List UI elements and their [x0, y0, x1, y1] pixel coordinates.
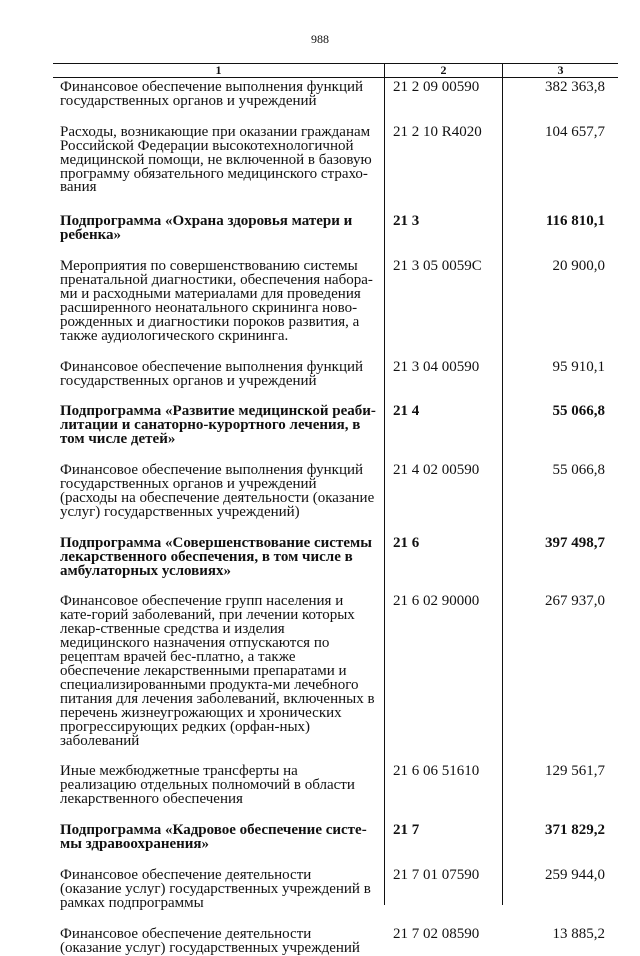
column-divider — [384, 77, 385, 905]
table-row — [53, 81, 618, 109]
row-text: Подпрограмма «Развитие медицинской реаби-литации и санаторно-курортного лечения, в том числе детей» — [60, 403, 376, 448]
table-row — [53, 260, 618, 343]
row-amount: 55 066,8 — [552, 462, 605, 479]
table-row — [53, 765, 618, 807]
row-text: Финансовое обеспечение деятельности (оказание услуг) государственных учреждений — [60, 925, 360, 956]
row-amount: 267 937,0 — [545, 593, 605, 610]
table-row — [53, 925, 618, 956]
row-amount: 371 829,2 — [545, 822, 605, 839]
table-row — [53, 534, 618, 579]
row-amount: 116 810,1 — [545, 213, 605, 230]
table-row — [53, 464, 618, 520]
row-text: Финансовое обеспечение деятельности (оказание услуг) государственных учреждений в рамках подпрограммы — [60, 866, 371, 911]
row-code: 21 4 02 00590 — [393, 462, 480, 479]
row-text: Подпрограмма «Совершенствование системы лекарственного обеспечения, в том числе в амбулаторных условиях» — [60, 534, 372, 579]
page-number: 988 — [311, 32, 329, 46]
table-header — [53, 63, 618, 78]
table-row — [53, 358, 618, 389]
row-amount: 55 066,8 — [552, 403, 605, 420]
row-text: Мероприятия по совершенствованию системы пренатальной диагностики, обеспечения набора-ми и расходными материалами для проведения расширенного неонатального скрининга ново-рожденных и диагностики пороков развития, а также аудиологического скрининга. — [60, 258, 373, 344]
row-amount: 397 498,7 — [545, 534, 605, 551]
row-code: 21 7 01 07590 — [393, 866, 480, 883]
row-amount: 129 561,7 — [545, 763, 605, 780]
row-text: Иные межбюджетные трансферты на реализацию отдельных полномочий в области лекарственного обеспечения — [60, 763, 355, 808]
header-col-2: 2 — [384, 64, 502, 77]
row-code: 21 2 09 00590 — [393, 79, 480, 95]
row-amount: 382 363,8 — [545, 79, 605, 95]
table-row — [53, 405, 618, 447]
row-text: Финансовое обеспечение групп населения и кате-горий заболеваний, при лечении которых лекар-ственные средства и изделия медицинского назначения отпускаются по рецептам врачей бес-платно, а также обеспечение лекарственными препаратами и специализированными продукта-ми лечебного питания для лечения заболеваний, включенных в перечень жизнеугрожающих и хронических прогрессирующих редких (орфан-ных) заболеваний — [60, 593, 375, 749]
row-code: 21 6 06 51610 — [393, 763, 480, 780]
row-code: 21 3 04 00590 — [393, 358, 480, 375]
row-amount: 259 944,0 — [545, 866, 605, 883]
row-amount: 20 900,0 — [552, 258, 605, 275]
row-amount: 95 910,1 — [552, 358, 605, 375]
row-text: Расходы, возникающие при оказании гражданам Российской Федерации высокотехнологичной медицинской помощи, не включенной в базовую программу обязательного медицинского страхо-вания — [60, 123, 372, 196]
table-row — [53, 824, 618, 852]
header-col-3: 3 — [502, 64, 618, 77]
row-code: 21 7 02 08590 — [393, 925, 480, 942]
row-text: Финансовое обеспечение выполнения функций государственных органов и учреждений (расходы на обеспечение деятельности (оказание услуг) государственных учреждений) — [60, 462, 375, 520]
row-text: Подпрограмма «Кадровое обеспечение систе-мы здравоохранения» — [60, 822, 367, 853]
row-code: 21 3 — [393, 213, 420, 230]
row-text: Подпрограмма «Охрана здоровья матери и ребенка» — [60, 213, 353, 244]
table-row — [53, 595, 618, 748]
row-code: 21 6 — [393, 534, 420, 551]
row-amount: 104 657,7 — [545, 123, 605, 140]
table-row — [53, 866, 618, 911]
row-text: Финансовое обеспечение выполнения функций государственных органов и учреждений — [60, 79, 364, 109]
row-code: 21 3 05 0059C — [393, 258, 482, 275]
row-code: 21 2 10 R4020 — [393, 123, 482, 140]
row-text: Финансовое обеспечение выполнения функций государственных органов и учреждений — [60, 358, 364, 389]
table-row — [53, 215, 618, 243]
row-amount: 13 885,2 — [552, 925, 605, 942]
row-code: 21 4 — [393, 403, 420, 420]
table-body — [53, 77, 618, 956]
row-code: 21 6 02 90000 — [393, 593, 480, 610]
row-code: 21 7 — [393, 822, 420, 839]
column-divider — [502, 77, 503, 905]
header-col-1: 1 — [215, 63, 222, 77]
table-row — [53, 123, 618, 196]
